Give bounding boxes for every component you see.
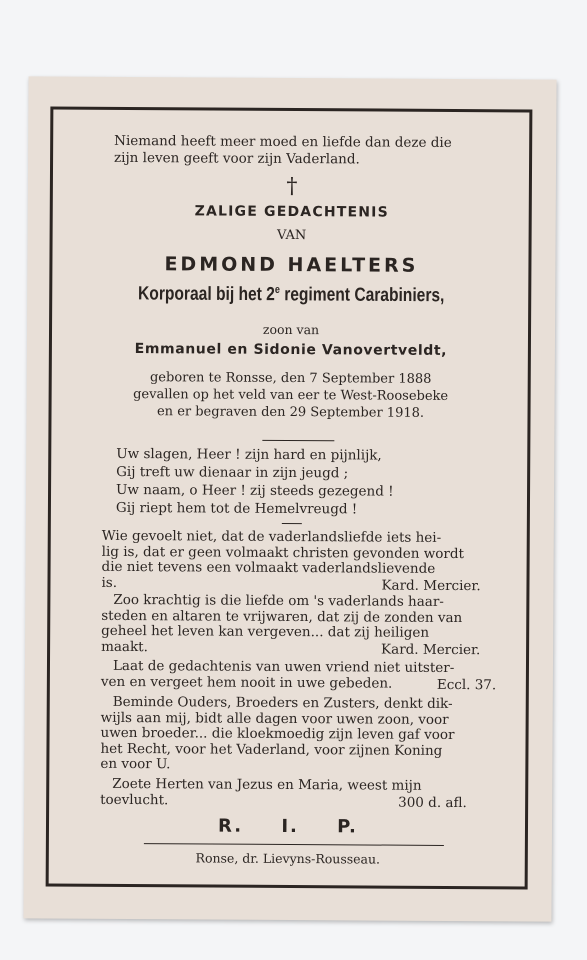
deceased-name: EDMOND HAELTERS <box>164 253 419 277</box>
bio-line: gevallen op het veld van eer te West-Roosebeke <box>133 387 449 404</box>
text-line: lig is, dat er geen volmaakt christen gevonden wordt <box>101 543 464 562</box>
poem-line: Uw slagen, Heer ! zijn hard en pijnlijk, <box>116 445 382 464</box>
indulgence-note: 300 d. afl. <box>398 794 467 812</box>
text-line: en voor U. <box>100 756 171 773</box>
printer-credit: Ronse, dr. Lievyns-Rousseau. <box>195 850 381 867</box>
text-line: steden en altaren te vrijwaren, dat zij de zonden van <box>101 607 463 626</box>
poem-line: Gij treft uw dienaar in zijn jeugd ; <box>116 463 349 482</box>
poem-line: Gij riept hem tot de Hemelvreugd ! <box>115 499 358 518</box>
text-line: uwen broeder... die kloekmoedig zijn leven gaf voor <box>100 725 455 744</box>
biography <box>26 368 554 422</box>
text-line: toevlucht. <box>100 791 169 808</box>
bio-line: en er begraven den 29 September 1918. <box>156 404 425 421</box>
heading: ZALIGE GEDACHTENIS <box>194 203 389 221</box>
bio-line: geboren te Ronsse, den 7 September 1888 <box>149 370 432 387</box>
text-line: Wie gevoelt niet, dat de vaderlandsliefde iets hei- <box>101 527 442 546</box>
text-line: Laat de gedachtenis van uwen vriend niet uitster- <box>112 657 455 677</box>
card-content <box>23 76 556 921</box>
epigraph <box>114 133 452 169</box>
text-line: Beminde Ouders, Broeders en Zusters, denkt dik- <box>112 693 453 712</box>
text-line: Zoo krachtig is die liefde om 's vaderlands haar- <box>113 591 444 610</box>
text-line: maakt. <box>101 638 148 655</box>
zoon-van-label: zoon van <box>262 321 320 338</box>
attribution-2: Kard. Mercier. <box>381 641 481 659</box>
rank-line: Korporaal bij het 2e regiment Carabiniers, <box>138 283 445 307</box>
cross-icon: † <box>286 173 298 200</box>
poem-line: Uw naam, o Heer ! zij steeds gezegend ! <box>116 481 394 500</box>
parents-line: Emmanuel en Sidonie Vanovertveldt, <box>134 341 448 359</box>
epigraph-line: Niemand heeft meer moed en liefde dan deze die <box>114 132 452 151</box>
text-line: die niet tevens een volmaakt vaderlandslievende <box>101 559 436 578</box>
rip-line <box>24 814 552 838</box>
text-line: geheel het leven kan vergeven... dat zij heiligen <box>101 623 430 642</box>
text-line: ven en vergeet hem nooit in uwe gebeden. <box>100 673 393 692</box>
text-line: is. <box>101 574 118 591</box>
text-line: het Recht, voor het Vaderland, voor zijnen Koning <box>100 740 443 759</box>
poem <box>116 445 394 519</box>
van-label: VAN <box>276 227 307 244</box>
attribution-3: Eccl. 37. <box>436 676 497 694</box>
divider <box>262 440 334 441</box>
divider <box>144 843 444 846</box>
text-line: Zoete Herten van Jezus en Maria, weest mijn <box>112 775 422 794</box>
epigraph-line: zijn leven geeft voor zijn Vaderland. <box>114 149 360 168</box>
divider <box>282 523 302 524</box>
attribution-1: Kard. Mercier. <box>381 577 481 595</box>
paragraph-4 <box>100 693 502 775</box>
memorial-card <box>23 76 556 921</box>
text-line: wijls aan mij, bidt alle dagen voor uwen zoon, voor <box>100 709 449 728</box>
rip-text: R. I. P. <box>218 815 358 838</box>
